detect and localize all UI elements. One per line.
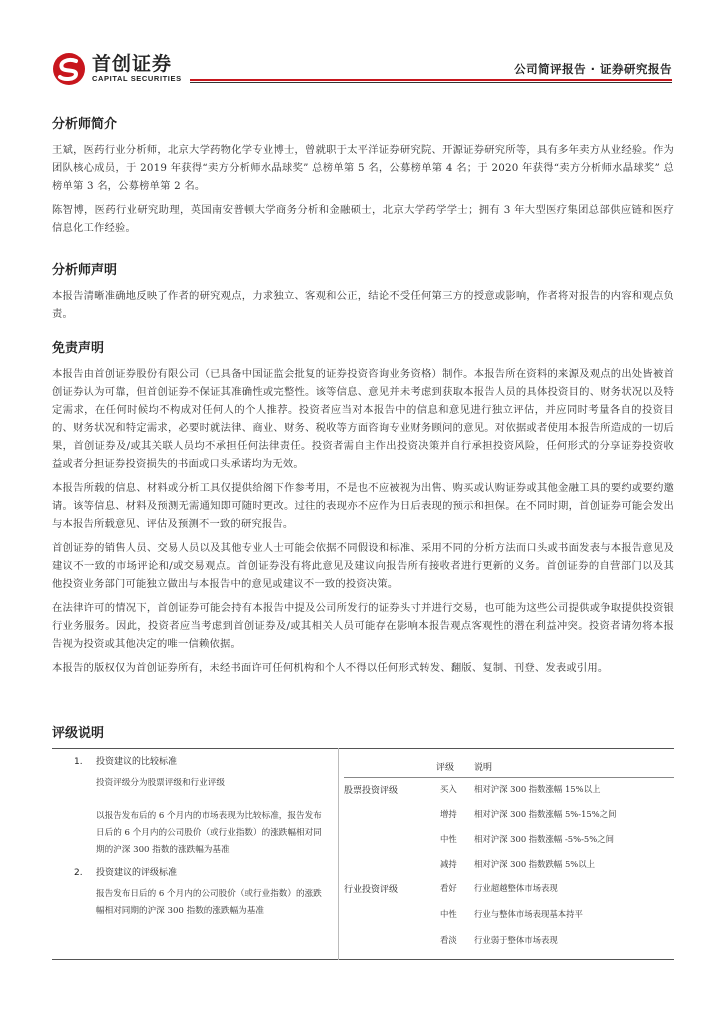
disclaimer-section	[52, 337, 674, 677]
criteria-heading: 投资建议的评级标准	[96, 868, 178, 878]
disclaimer-title: 免责声明	[52, 341, 105, 356]
rating-row	[344, 882, 674, 906]
disclaimer-paragraph: 本报告由首创证券股份有限公司（已具备中国证监会批复的证券投资咨询业务资格）制作。本报告所在资料的来源及观点的出处皆被首创证券认为可靠，但首创证券不保证其准确性或完整性。该等信息、意见并未考虑到获取本报告人员的具体投资目的、财务状况以及特定需求，在任何时候均不构成对任何人的个人推荐。投资者应当对本报告中的信息和意见进行独立评估，并应同时考量各自的投资目的、财务状况和特定需求，必要时就法律、商业、财务、税收等方面咨询专业财务顾问的意见。对依据或者使用本报告所造成的一切后果，首创证券及/或其关联人员均不承担任何法律责任。投资者需自主作出投资决策并自行承担投资风险，任何形式的分享证券投资收益或者分担证券投资损失的书面或口头承诺均为无效。	[52, 368, 674, 470]
rating-label: 看淡	[440, 935, 457, 945]
logo-mark-icon	[52, 52, 86, 86]
rating-label: 减持	[440, 859, 457, 869]
rating-category: 行业投资评级	[344, 885, 399, 895]
disclaimer-paragraph: 本报告的版权仅为首创证券所有，未经书面许可任何机构和个人不得以任何形式转发、翻版、复制、刊登、发表或引用。	[52, 662, 609, 674]
company-logo	[52, 52, 182, 86]
rating-category: 股票投资评级	[344, 786, 399, 796]
rating-row	[344, 783, 674, 807]
header-divider-red	[190, 79, 672, 81]
disclaimer-paragraph: 首创证券的销售人员、交易人员以及其他专业人士可能会依据不同假设和标准、采用不同的分析方法而口头或书面发表与本报告意见及建议不一致的市场评论和/或交易观点。首创证券没有将此意见及建议向报告所有接收者进行更新的义务。首创证券的自营部门以及其他投资业务部门可能独立做出与本报告中的意见或建议不一致的投资决策。	[52, 542, 674, 590]
rating-label: 增持	[440, 809, 457, 819]
criteria-heading: 投资建议的比较标准	[96, 757, 178, 767]
rating-title: 评级说明	[52, 726, 105, 741]
rating-row	[344, 908, 674, 932]
rating-description: 相对沪深 300 指数涨幅 -5%-5%之间	[474, 834, 614, 844]
report-type: 公司简评报告 · 证券研究报告	[514, 62, 672, 76]
rating-description: 行业超越整体市场表现	[474, 883, 558, 893]
rating-rule-bottom	[52, 959, 674, 960]
rating-description: 相对沪深 300 指数涨幅 5%-15%之间	[474, 809, 617, 819]
criteria-item	[74, 865, 324, 920]
header-divider-dark	[190, 82, 672, 83]
rating-row	[344, 934, 674, 958]
rating-description: 相对沪深 300 指数涨幅 15%以上	[474, 784, 601, 794]
rating-criteria	[74, 754, 324, 926]
rating-label: 看好	[440, 883, 457, 893]
analyst-bio-1: 王斌，医药行业分析师，北京大学药物化学专业博士，曾就职于太平洋证券研究院、开源证券研究所等，具有多年卖方从业经验。作为团队核心成员，于 2019 年获得“卖方分析师水晶球奖” 总榜单第 5 名，公募榜单第 4 名；于 2020 年获得“卖方分析师水晶球奖” 总榜单第 3 名，公募榜单第 2 名。	[52, 144, 674, 192]
main-content	[52, 113, 674, 683]
criteria-line: 以报告发布后的 6 个月内的市场表现为比较标准，报告发布日后的 6 个月内的公司股价（或行业指数）的涨跌幅相对同期的沪深 300 指数的涨跌幅为基准	[96, 811, 322, 855]
statement-section	[52, 259, 674, 323]
header-divider	[344, 777, 674, 778]
criteria-item	[74, 754, 324, 859]
rating-header: 评级	[436, 763, 455, 773]
rating-row	[344, 808, 674, 832]
description-header: 说明	[474, 763, 493, 773]
rating-section	[52, 722, 674, 960]
rating-description: 行业与整体市场表现基本持平	[474, 909, 583, 919]
disclaimer-paragraph: 本报告所载的信息、材料或分析工具仅提供给阁下作参考用，不是也不应被视为出售、购买或认购证券或其他金融工具的要约或要约邀请。该等信息、材料及预测无需通知即可随时更改。过往的表现亦不应作为日后表现的预示和担保。在不同时期，首创证券可能会发出与本报告所载意见、评估及预测不一致的研究报告。	[52, 482, 674, 530]
analyst-bio-2: 陈智博，医药行业研究助理，英国南安普顿大学商务分析和金融硕士，北京大学药学学士；拥有 3 年大型医疗集团总部供应链和医疗信息化工作经验。	[52, 204, 674, 234]
rating-rule-top	[52, 748, 674, 749]
rating-description: 相对沪深 300 指数跌幅 5%以上	[474, 859, 596, 869]
analyst-title: 分析师简介	[52, 117, 118, 132]
analyst-section	[52, 113, 674, 237]
disclaimer-paragraph: 在法律许可的情况下，首创证券可能会持有本报告中提及公司所发行的证券头寸并进行交易，也可能为这些公司提供或争取提供投资银行业务服务。因此，投资者应当考虑到首创证券及/或其相关人员可能存在影响本报告观点客观性的潜在利益冲突。投资者请勿将本报告视为投资或其他决定的唯一信赖依据。	[52, 602, 674, 650]
rating-label: 中性	[440, 834, 457, 844]
logo-cn-text: 首创证券	[92, 53, 173, 75]
page-header	[0, 0, 724, 90]
logo-en-text: CAPITAL SECURITIES	[92, 74, 182, 83]
criteria-number: 2.	[74, 868, 83, 878]
rating-row	[344, 833, 674, 857]
criteria-number: 1.	[74, 757, 83, 767]
rating-description: 行业弱于整体市场表现	[474, 935, 558, 945]
rating-label: 中性	[440, 909, 457, 919]
rating-table	[52, 748, 674, 960]
rating-label: 买入	[440, 784, 457, 794]
criteria-line: 投资评级分为股票评级和行业评级	[96, 778, 225, 788]
criteria-line: 报告发布日后的 6 个月内的公司股价（或行业指数）的涨跌幅相对同期的沪深 300 指数的涨跌幅为基准	[96, 889, 322, 916]
statement-text: 本报告清晰准确地反映了作者的研究观点，力求独立、客观和公正，结论不受任何第三方的授意或影响，作者将对报告的内容和观点负责。	[52, 290, 674, 320]
rating-row	[344, 858, 674, 882]
statement-title: 分析师声明	[52, 263, 118, 278]
rating-column-divider	[338, 748, 339, 960]
